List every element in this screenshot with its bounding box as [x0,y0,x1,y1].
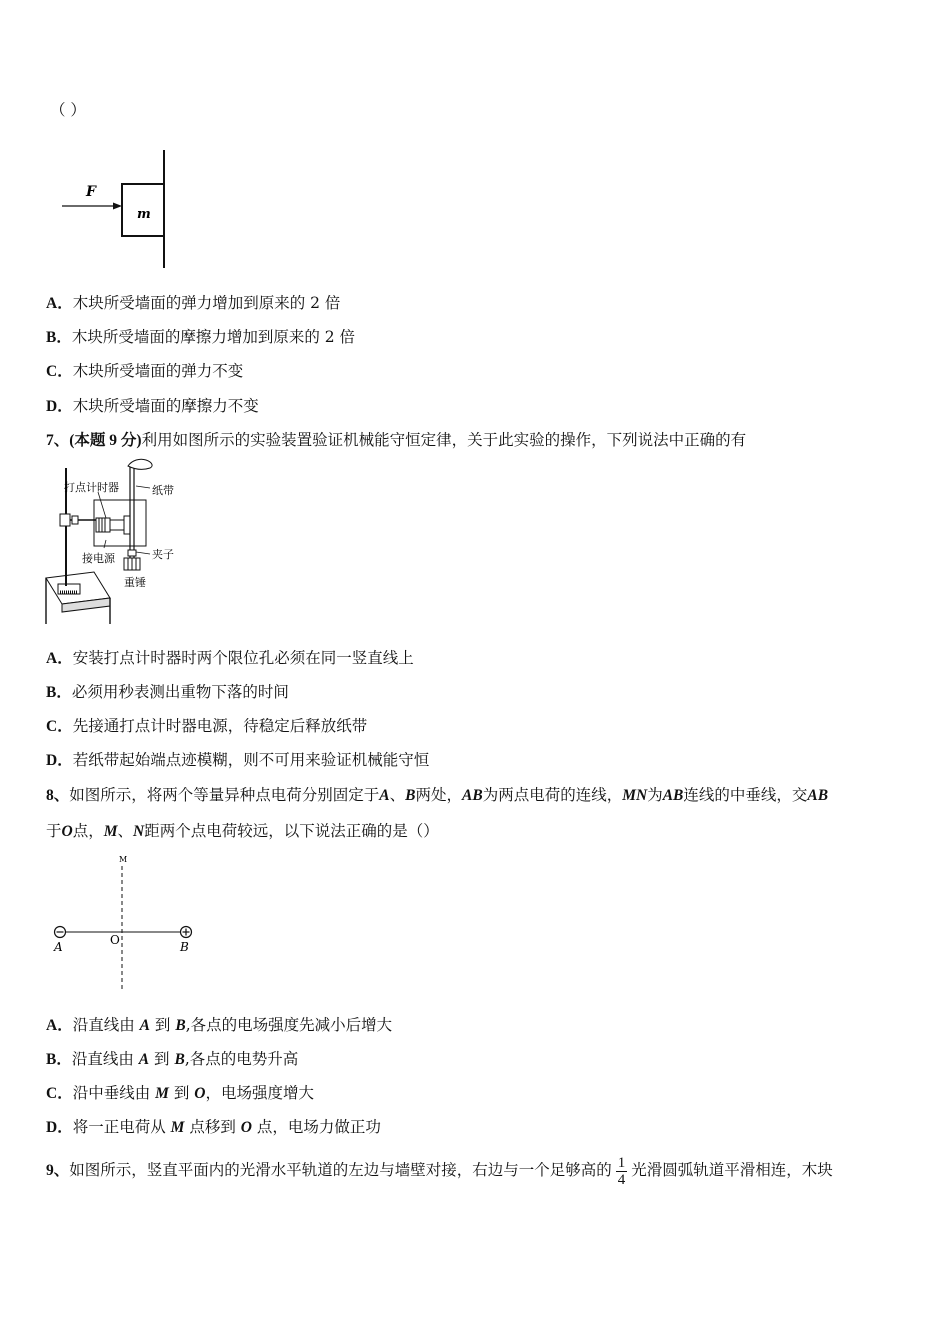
q6-option-c[interactable]: C．木块所受墙面的弹力不变 [46,362,244,380]
q8-option-b[interactable]: B．沿直线由 A 到 B,各点的电势升高 [46,1050,299,1068]
q7-apparatus-figure [44,458,204,626]
q6-option-b[interactable]: B．木块所受墙面的摩擦力增加到原来的 2 倍 [46,328,356,346]
q8-option-c[interactable]: C．沿中垂线由 M 到 O，电场强度增大 [46,1084,315,1102]
label-b: B [180,940,189,954]
label-m: M [119,855,128,864]
label-tape: 纸带 [152,484,174,497]
fraction-one-quarter: $\frac{1}{4}$ [617,1154,626,1188]
label-timer: 打点计时器 [64,481,119,494]
q7-option-c[interactable]: C．先接通打点计时器电源，待稳定后释放纸带 [46,717,368,735]
q7-option-d[interactable]: D．若纸带起始端点迹模糊，则不可用来验证机械能守恒 [46,751,430,769]
answer-bracket: （ ） [50,101,86,119]
label-a: A [54,940,63,954]
q6-option-a[interactable]: A．木块所受墙面的弹力增加到原来的 2 倍 [46,294,341,312]
q9-stem: 9、如图所示，竖直平面内的光滑水平轨道的左边与墙壁对接，右边与一个足够高的 $\frac{1}{4}$ 光滑圆弧轨道平滑相连，木块 [46,1154,833,1188]
mass-label: m [137,207,151,222]
q8-stem-line1: 8、如图所示，将两个等量异种点电荷分别固定于A、B两处，AB为两点电荷的连线，MN为AB连线的中垂线，交AB [46,786,829,804]
label-o: O [110,933,120,947]
q6-figure [58,148,178,274]
q6-option-d[interactable]: D．木块所受墙面的摩擦力不变 [46,397,259,415]
q7-option-b[interactable]: B．必须用秒表测出重物下落的时间 [46,683,289,701]
q7-option-a[interactable]: A．安装打点计时器时两个限位孔必须在同一竖直线上 [46,649,414,667]
label-weight: 重锤 [124,576,146,589]
q8-stem-line2: 于O点，M、N距两个点电荷较远，以下说法正确的是（） [46,822,439,840]
q8-charges-figure [48,852,200,992]
q7-stem: 7、(本题 9 分)利用如图所示的实验装置验证机械能守恒定律，关于此实验的操作，下列说法中正确的有 [46,431,747,449]
q8-option-d[interactable]: D．将一正电荷从 M 点移到 O 点，电场力做正功 [46,1118,381,1136]
q8-option-a[interactable]: A．沿直线由 A 到 B,各点的电场强度先减小后增大 [46,1016,393,1034]
label-power: 接电源 [82,552,115,565]
force-label: F [86,184,96,200]
label-clip: 夹子 [152,548,174,561]
